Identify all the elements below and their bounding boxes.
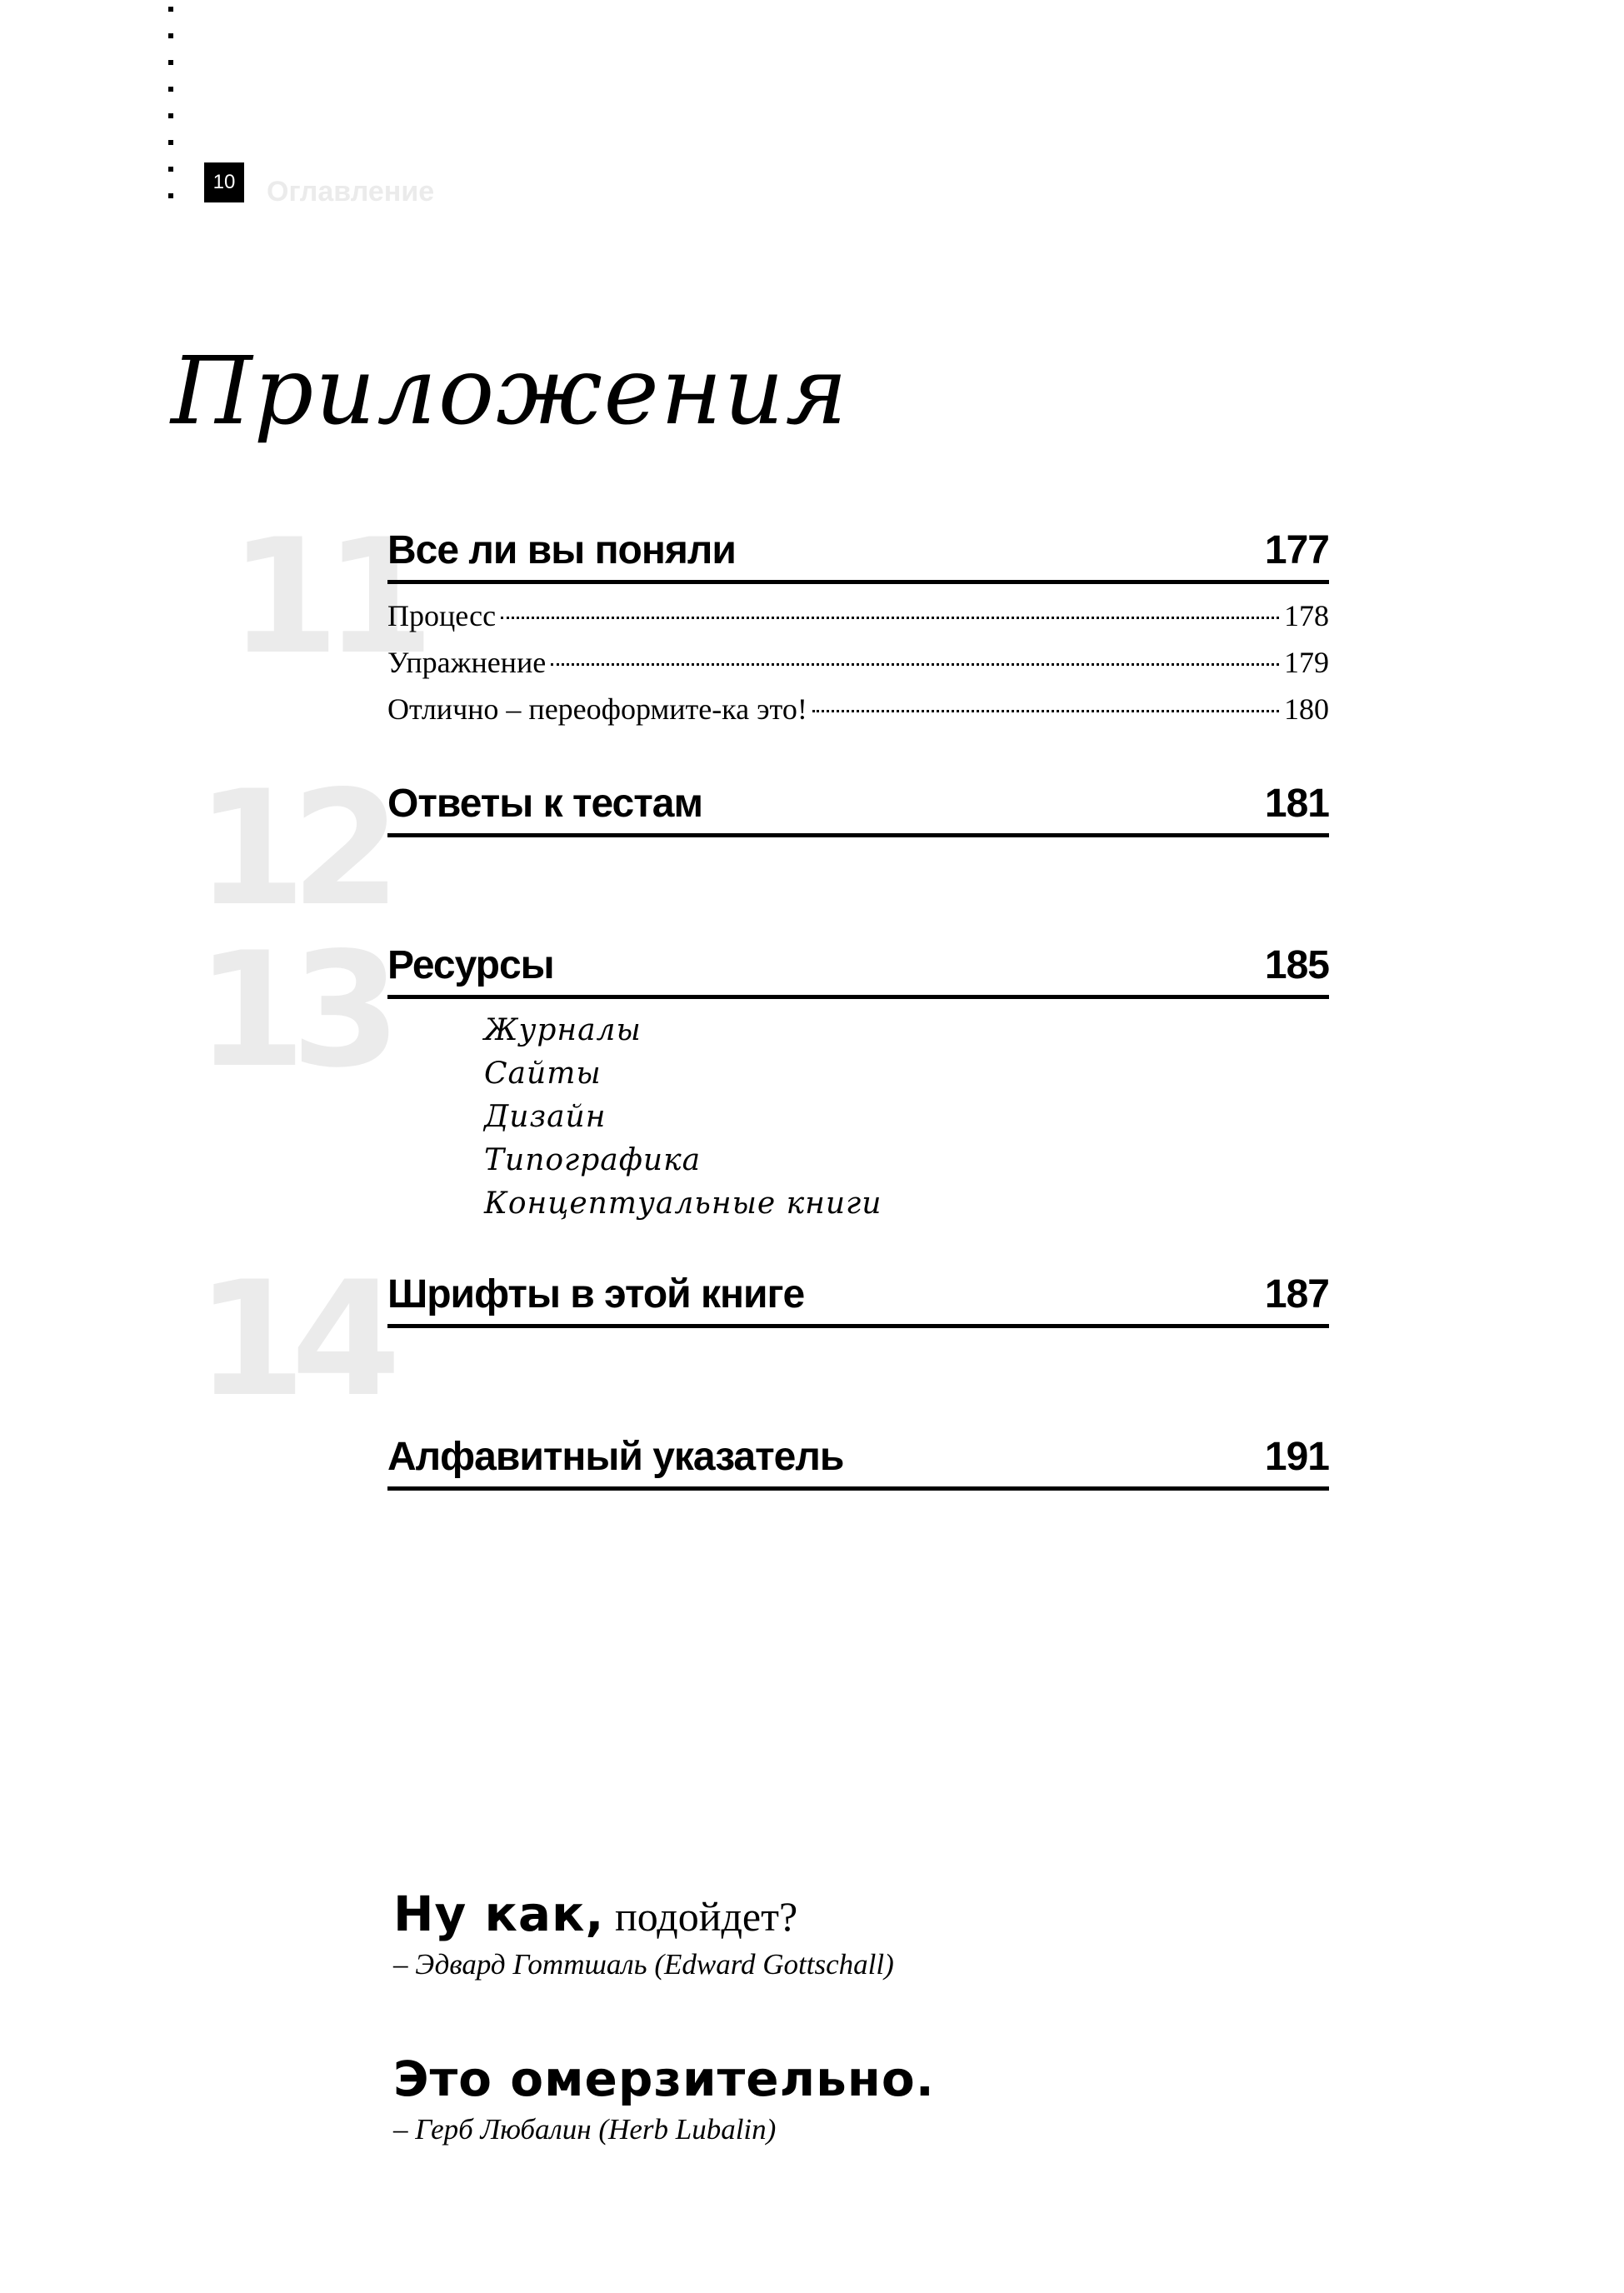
toc-entry-page: 180 xyxy=(1284,692,1329,726)
chapter-heading[interactable] xyxy=(387,942,1329,999)
dot-leader xyxy=(501,617,1279,619)
quote-bold: Это омерзительно. xyxy=(393,2051,935,2107)
resource-item: Журналы xyxy=(484,1013,642,1047)
dot-leader xyxy=(551,663,1279,666)
toc-chapter-13 xyxy=(196,918,1329,1226)
toc-entry-title: Процесс xyxy=(387,599,497,632)
chapter-title: Все ли вы поняли xyxy=(387,528,736,572)
toc-entry[interactable] xyxy=(387,592,1329,639)
quote-author: – Эдвард Готтшаль (Edward Gottschall) xyxy=(393,1948,894,1981)
toc-entry-page: 179 xyxy=(1284,646,1329,679)
quote-author: – Герб Любалин (Herb Lubalin) xyxy=(393,2113,777,2146)
decorative-dot-column xyxy=(168,0,177,208)
toc-index xyxy=(387,1433,1329,1491)
running-head: Оглавление xyxy=(267,176,435,207)
chapter-page: 181 xyxy=(1264,782,1329,826)
chapter-number-12: 12 xyxy=(196,757,387,941)
chapter-title: Алфавитный указатель xyxy=(387,1435,844,1479)
resource-item: Дизайн xyxy=(484,1100,607,1134)
chapter-number-13: 13 xyxy=(196,918,387,1102)
chapter-heading[interactable] xyxy=(387,1271,1329,1328)
chapter-title: Ресурсы xyxy=(387,943,554,987)
quote-block xyxy=(393,1885,894,1984)
chapter-page: 177 xyxy=(1264,528,1329,572)
chapter-heading[interactable] xyxy=(387,1433,1329,1491)
resource-list xyxy=(387,999,1329,1226)
toc-entry[interactable] xyxy=(387,639,1329,686)
chapter-page: 191 xyxy=(1264,1435,1329,1479)
resource-item: Концептуальные книги xyxy=(484,1186,882,1221)
chapter-page: 185 xyxy=(1264,943,1329,987)
chapter-heading[interactable] xyxy=(387,527,1329,584)
toc-entry-title: Упражнение xyxy=(387,646,547,679)
dot-leader xyxy=(812,710,1279,712)
toc-entry-title: Отлично – переоформите-ка это! xyxy=(387,692,807,726)
chapter-title: Шрифты в этой книге xyxy=(387,1272,805,1316)
quote-text xyxy=(393,1885,894,1946)
quote-light: подойдет? xyxy=(604,1893,798,1940)
toc-entry-page: 178 xyxy=(1284,599,1329,632)
toc-chapter-11 xyxy=(229,505,1329,732)
quote-bold: Ну как, xyxy=(393,1886,605,1942)
toc-chapter-12 xyxy=(196,757,1329,941)
page-number-box: 10 xyxy=(204,162,244,202)
quote-text xyxy=(393,2050,935,2111)
quote-block xyxy=(393,2050,935,2149)
chapter-title: Ответы к тестам xyxy=(387,782,702,826)
chapter-number-14: 14 xyxy=(196,1247,387,1431)
toc-entry[interactable] xyxy=(387,686,1329,732)
chapter-heading[interactable] xyxy=(387,780,1329,837)
resource-item: Типографика xyxy=(484,1143,702,1177)
chapter-number-11: 11 xyxy=(229,505,420,689)
toc-chapter-14 xyxy=(196,1247,1329,1431)
resource-item: Сайты xyxy=(484,1057,602,1091)
chapter-page: 187 xyxy=(1264,1272,1329,1316)
section-title: Приложения xyxy=(171,337,849,446)
